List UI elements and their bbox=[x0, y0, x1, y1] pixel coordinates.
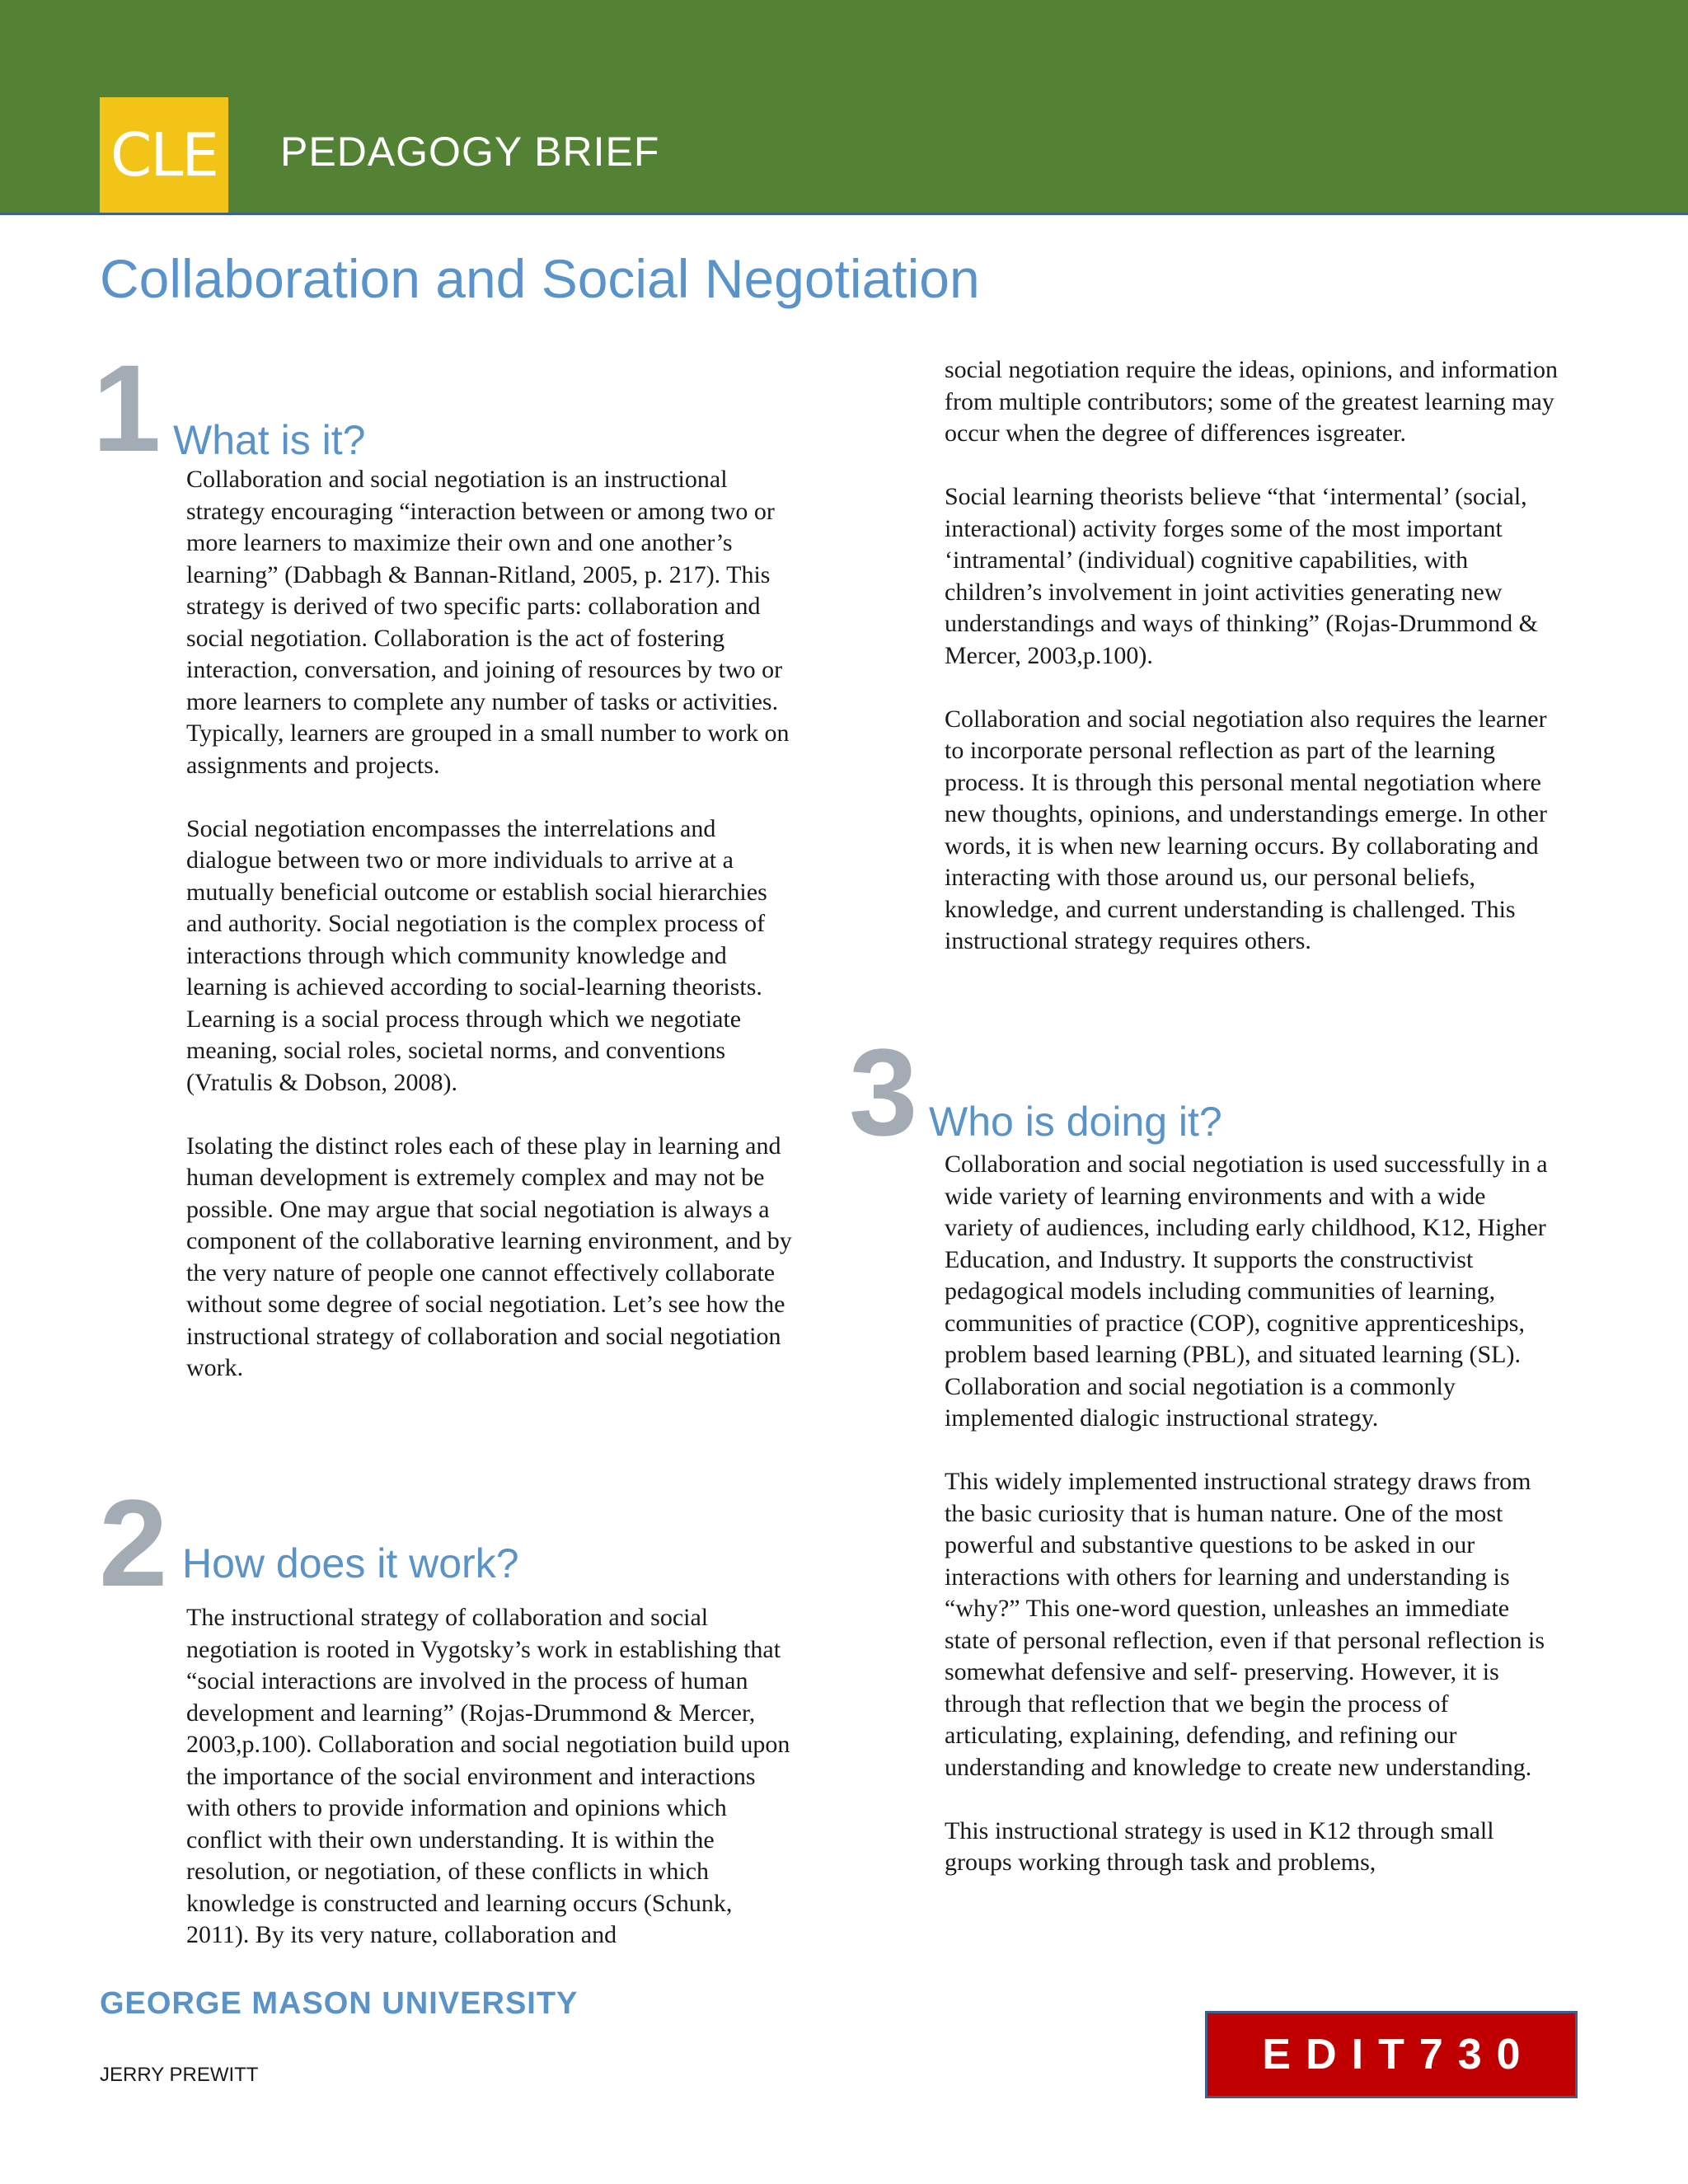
paragraph: Collaboration and social negotiation is used successfully in a wide variety of learning environments and with a wide variety of audiences, including early childhood, K12, Higher Education, and Industry. It supports the constructivist pedagogical models including communities of learning, communities of practice (COP), cognitive apprenticeships, problem based learning (PBL), and situated learning (SL). Collaboration and social negotiation is a commonly implemented dialogic instructional strategy. bbox=[945, 1151, 1548, 1432]
section-number-1: 1 bbox=[92, 339, 162, 477]
section-heading-3: Who is doing it? bbox=[929, 1099, 1222, 1145]
course-code: EDIT730 bbox=[1262, 2031, 1536, 2079]
paragraph: The instructional strategy of collaboration and social negotiation is rooted in Vygotsky’s work in establishing that “social interactions are involved in the process of human development and learning” (Rojas-Drummond & Mercer, 2003,p.100). Collaboration and social negotiation build upon the importance of the social environment and interactions with others to provide information and opinions which conflict with their own understanding. It is within the resolution, or negotiation, of these conflicts in which knowledge is constructed and learning occurs (Schunk, 2011). By its very nature, collaboration and bbox=[186, 1604, 790, 1948]
paragraph: Collaboration and social negotiation also requires the learner to incorporate personal reflection as part of the learning process. It is through this personal mental negotiation where new thoughts, opinions, and understandings emerge. In other words, it is when new learning occurs. By collaborating and interacting with those around us, our personal beliefs, knowledge, and current understanding is challenged. This instructional strategy requires others. bbox=[945, 705, 1547, 954]
section-3-body bbox=[945, 1149, 1559, 1879]
paragraph: Social negotiation encompasses the interrelations and dialogue between two or more individuals to arrive at a mutually beneficial outcome or establish social hierarchies and authority. Social negotiation is the complex process of interactions through which community knowledge and learning is achieved according to social-learning theorists. Learning is a social process through which we negotiate meaning, social roles, societal norms, and conventions (Vratulis & Dobson, 2008). bbox=[186, 814, 767, 1096]
paragraph: Collaboration and social negotiation is an instructional strategy encouraging “interaction between or among two or more learners to maximize their own and one another’s learning” (Dabbagh & Bannan-Ritland, 2005, p. 217). This strategy is derived of two specific parts: collaboration and social negotiation. Collaboration is the act of fostering interaction, conversation, and joining of resources by two or more learners to complete any number of tasks or activities. Typically, learners are grouped in a small number to work on assignments and projects. bbox=[186, 466, 790, 779]
author-name: JERRY PREWITT bbox=[100, 2064, 259, 2086]
header-band bbox=[0, 0, 1688, 215]
course-badge bbox=[1205, 2011, 1578, 2098]
paragraph: social negotiation require the ideas, opinions, and information from multiple contributors; some of the greatest learning may occur when the degree of differences isgreater. bbox=[945, 356, 1558, 447]
paragraph: Social learning theorists believe “that ‘intermental’ (social, interactional) activity forges some of the most important ‘intramental’ (individual) cognitive capabilities, with children’s involvement in joint activities generating new understandings and ways of thinking” (Rojas-Drummond & Mercer, 2003,p.100). bbox=[945, 483, 1538, 669]
brief-label: PEDAGOGY BRIEF bbox=[280, 129, 660, 175]
section-number-2: 2 bbox=[99, 1474, 168, 1612]
paragraph: This widely implemented instructional strategy draws from the basic curiosity that is human nature. One of the most powerful and substantive questions to be asked in our interactions with others for learning and understanding is “why?” This one-word question, unleashes an immediate state of personal reflection, even if that personal reflection is somewhat defensive and self- preserving. However, it is through that reflection that we begin the process of articulating, explaining, defending, and refining our understanding and knowledge to create new understanding. bbox=[945, 1468, 1545, 1781]
paragraph: Isolating the distinct roles each of these play in learning and human development is extremely complex and may not be possible. One may argue that social negotiation is always a component of the collaborative learning environment, and by the very nature of people one cannot effectively collaborate without some degree of social negotiation. Let’s see how the instructional strategy of collaboration and social negotiation work. bbox=[186, 1132, 792, 1381]
paragraph: This instructional strategy is used in K12 through small groups working through task and problems, bbox=[945, 1816, 1494, 1876]
section-2-body bbox=[186, 1602, 800, 1952]
cle-logo bbox=[100, 97, 228, 213]
section-1-body bbox=[186, 464, 800, 1385]
section-heading-1: What is it? bbox=[173, 417, 366, 463]
logo-text: CLE bbox=[110, 120, 218, 190]
section-heading-2: How does it work? bbox=[182, 1540, 519, 1586]
section-2-continued-body bbox=[945, 354, 1559, 958]
page-title: Collaboration and Social Negotiation bbox=[100, 248, 980, 309]
section-number-3: 3 bbox=[849, 1023, 918, 1161]
university-name: GEORGE MASON UNIVERSITY bbox=[100, 1986, 579, 2021]
